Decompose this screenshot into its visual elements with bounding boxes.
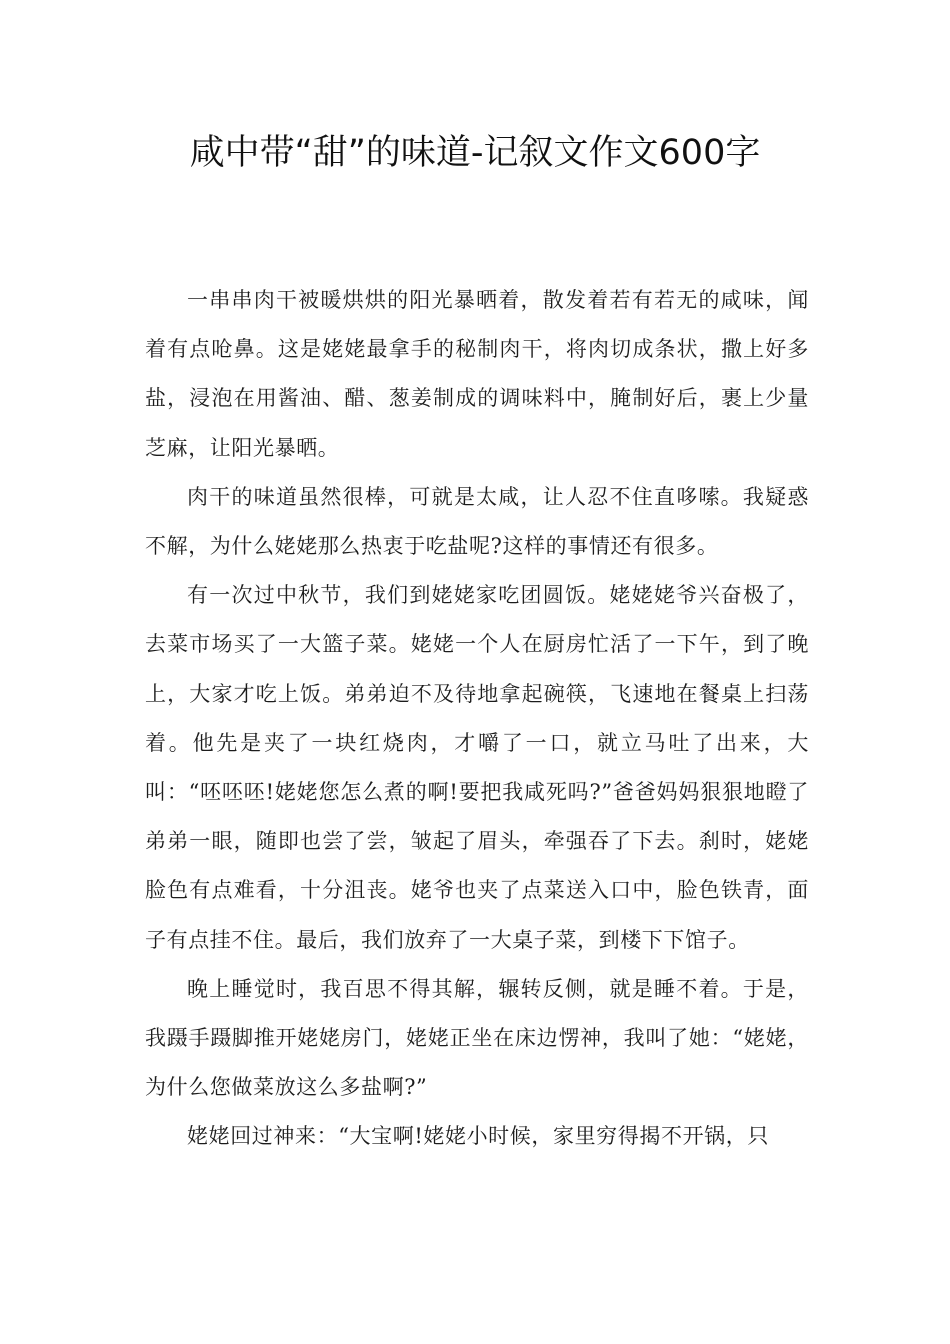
paragraph: 晚上睡觉时，我百思不得其解，辗转反侧，就是睡不着。于是，我蹑手蹑脚推开姥姥房门，姥姥正坐在床边愣神，我叫了她：“姥姥，为什么您做菜放这么多盐啊?”	[145, 976, 809, 1100]
paragraph: 一串串肉干被暖烘烘的阳光暴晒着，散发着若有若无的咸味，闻着有点呛鼻。这是姥姥最拿手的秘制肉干，将肉切成条状，撒上好多盐，浸泡在用酱油、醋、葱姜制成的调味料中，腌制好后，裹上少量芝麻，让阳光暴晒。	[145, 288, 809, 460]
document-body	[145, 276, 809, 1162]
paragraph: 有一次过中秋节，我们到姥姥家吃团圆饭。姥姥姥爷兴奋极了，去菜市场买了一大篮子菜。姥姥一个人在厨房忙活了一下午，到了晚上，大家才吃上饭。弟弟迫不及待地拿起碗筷，飞速地在餐桌上扫荡着。他先是夹了一块红烧肉，才嚼了一口，就立马吐了出来，大叫：“呸呸呸!姥姥您怎么煮的啊!要把我咸死吗?”爸爸妈妈狠狠地瞪了弟弟一眼，随即也尝了尝，皱起了眉头，牵强吞了下去。刹时，姥姥脸色有点难看，十分沮丧。姥爷也夹了点菜送入口中，脸色铁青，面子有点挂不住。最后，我们放弃了一大桌子菜，到楼下下馆子。	[145, 583, 809, 952]
document-title: 咸中带“甜”的味道-记叙文作文600字	[189, 133, 761, 173]
paragraph: 肉干的味道虽然很棒，可就是太咸，让人忍不住直哆嗦。我疑惑不解，为什么姥姥那么热衷于吃盐呢?这样的事情还有很多。	[145, 484, 809, 559]
paragraph: 姥姥回过神来：“大宝啊!姥姥小时候，家里穷得揭不开锅，只	[187, 1124, 769, 1149]
